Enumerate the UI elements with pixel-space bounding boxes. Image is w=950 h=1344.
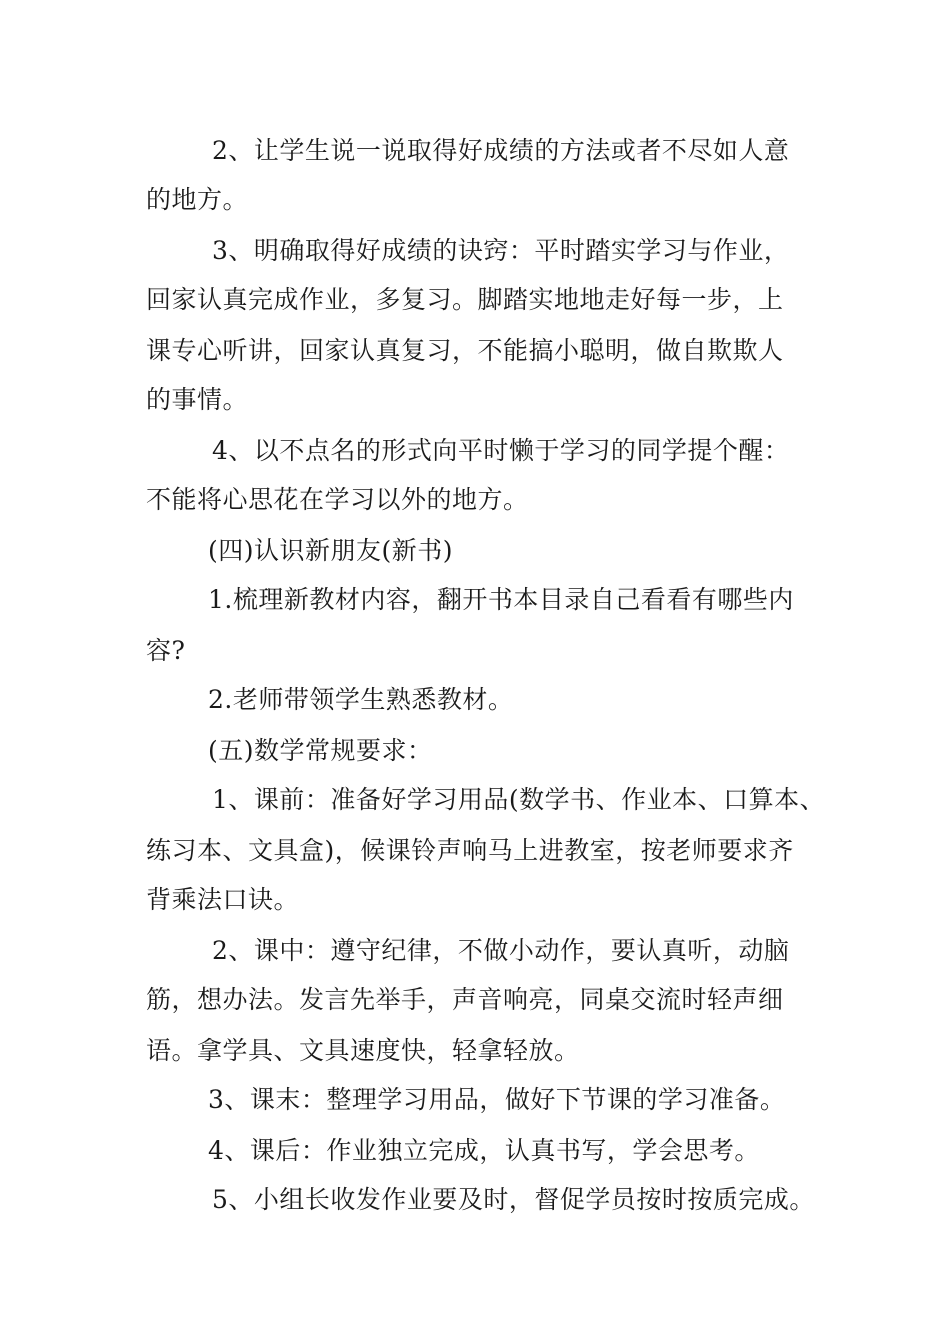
section-heading: (四)认识新朋友(新书) [208,536,454,565]
text-line: 容? [146,636,186,665]
text-line: 语。拿学具、文具速度快，轻拿轻放。 [146,1036,580,1065]
text-line: 不能将心思花在学习以外的地方。 [146,485,529,514]
text-line: 1.梳理新教材内容，翻开书本目录自己看看有哪些内 [208,585,794,614]
section-heading: (五)数学常规要求： [208,736,433,765]
text-line: 3、课末：整理学习用品，做好下节课的学习准备。 [208,1085,786,1114]
text-line: 2.老师带领学生熟悉教材。 [208,685,514,714]
text-line: 课专心听讲，回家认真复习，不能搞小聪明，做自欺欺人 [146,336,784,365]
text-line: 5、小组长收发作业要及时，督促学员按时按质完成。 [212,1185,815,1214]
text-line: 回家认真完成作业，多复习。脚踏实地地走好每一步，上 [146,285,784,314]
text-line: 的地方。 [146,185,249,214]
text-line: 4、以不点名的形式向平时懒于学习的同学提个醒： [212,436,790,465]
text-line: 筋，想办法。发言先举手，声音响亮，同桌交流时轻声细 [146,985,784,1014]
text-line: 2、让学生说一说取得好成绩的方法或者不尽如人意 [212,136,790,165]
text-line: 练习本、文具盒)，候课铃声响马上进教室，按老师要求齐 [146,836,794,865]
text-line: 2、课中：遵守纪律，不做小动作，要认真听，动脑 [212,936,790,965]
text-line: 3、明确取得好成绩的诀窍：平时踏实学习与作业， [212,236,790,265]
text-line: 背乘法口诀。 [146,885,300,914]
text-line: 的事情。 [146,385,249,414]
text-line: 4、课后：作业独立完成，认真书写，学会思考。 [208,1136,760,1165]
text-line: 1、课前：准备好学习用品(数学书、作业本、口算本、 [212,785,826,814]
